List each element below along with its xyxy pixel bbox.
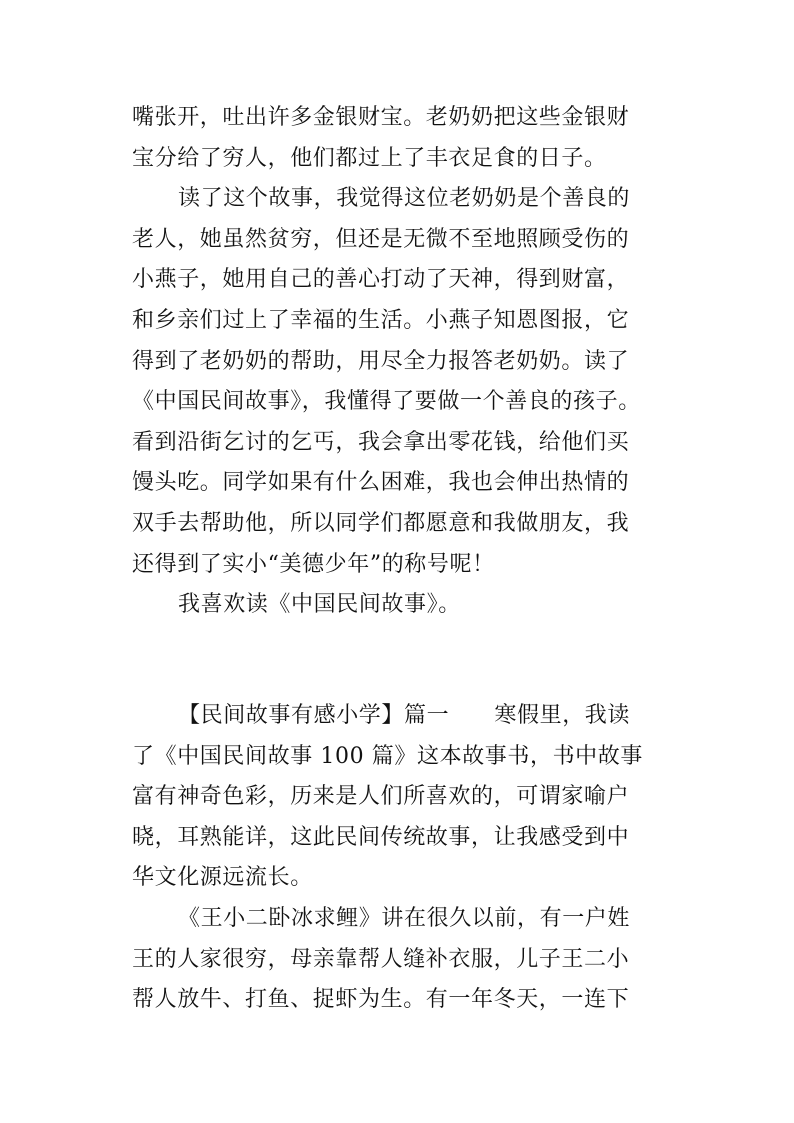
text-line: 了《中国民间故事 100 篇》这本故事书，书中故事	[132, 743, 643, 769]
text-line: 宝分给了穷人，他们都过上了丰衣足食的日子。	[132, 145, 607, 171]
text-block-top	[132, 98, 672, 626]
text-block-bottom	[132, 696, 672, 1021]
text-line: 还得到了实小“美德少年”的称号呢！	[132, 551, 495, 577]
text-line: 馒头吃。同学如果有什么困难，我也会伸出热情的	[132, 470, 630, 496]
text-line: 帮人放牛、打鱼、捉虾为生。有一年冬天，一连下	[132, 987, 630, 1013]
text-line: 我喜欢读《中国民间故事》。	[178, 592, 461, 618]
text-line: 王的人家很穷，母亲靠帮人缝补衣服，儿子王二小	[132, 946, 630, 972]
text-line: 得到了老奶奶的帮助，用尽全力报答老奶奶。读了	[132, 348, 630, 374]
text-line: 小燕子，她用自己的善心打动了天神，得到财富，	[132, 267, 630, 293]
text-line: 双手去帮助他，所以同学们都愿意和我做朋友，我	[132, 510, 630, 536]
text-line: 华文化源远流长。	[132, 865, 313, 891]
text-line: 读了这个故事，我觉得这位老奶奶是个善良的	[178, 186, 631, 212]
text-line: 【民间故事有感小学】篇一 寒假里，我读	[178, 703, 631, 728]
text-line: 老人，她虽然贫穷，但还是无微不至地照顾受伤的	[132, 226, 630, 252]
text-line: 《王小二卧冰求鲤》讲在很久以前，有一户姓	[178, 905, 631, 931]
text-line: 嘴张开，吐出许多金银财宝。老奶奶把这些金银财	[132, 105, 630, 130]
text-line: 富有神奇色彩，历来是人们所喜欢的，可谓家喻户	[132, 784, 630, 810]
text-line: 晓，耳熟能详，这此民间传统故事，让我感受到中	[132, 824, 630, 850]
text-line: 和乡亲们过上了幸福的生活。小燕子知恩图报，它	[132, 307, 630, 333]
text-line: 看到沿街乞讨的乞丐，我会拿出零花钱，给他们买	[132, 429, 630, 455]
text-line: 《中国民间故事》，我懂得了要做一个善良的孩子。	[132, 389, 641, 415]
